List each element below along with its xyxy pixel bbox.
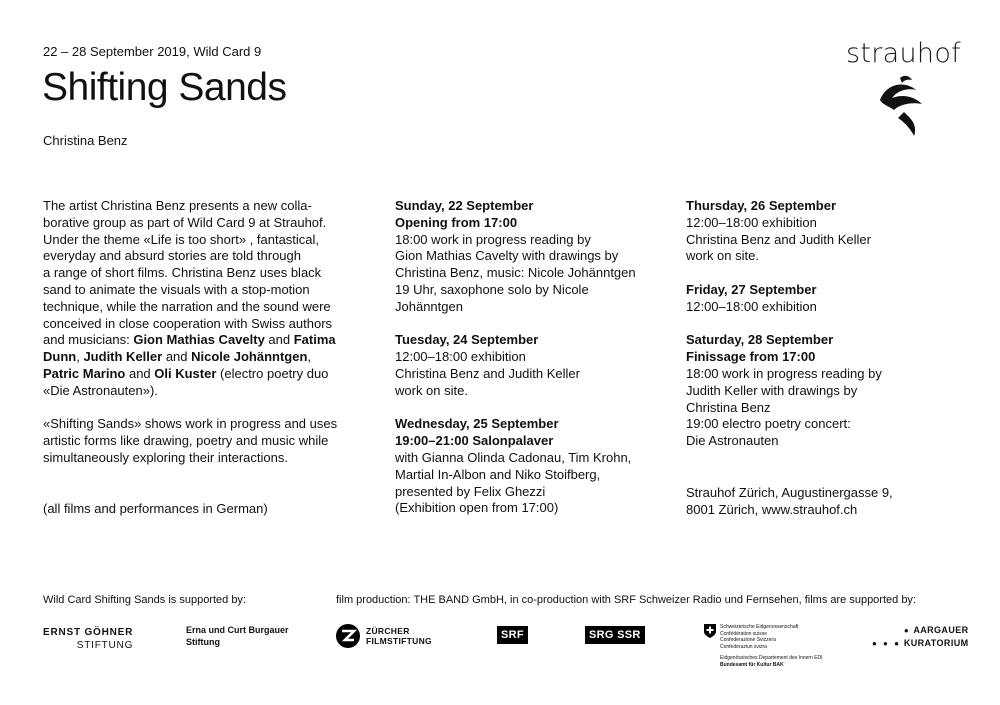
schedule-date: Thursday, 26 September [686,198,837,213]
schedule-line: Christina Benz and Judith Keller [395,365,580,381]
logo-text: Confederazione Svizzera [720,637,776,643]
intro-paragraph-2 [43,416,363,466]
schedule-highlight: Finissage from 17:00 [686,349,816,365]
intro-column [43,198,363,484]
intro-line: «Shifting Sands» shows work in progress and uses [43,416,338,432]
dots-icon: ● ● ● [872,639,901,648]
logo-text: AARGAUER [913,625,969,635]
schedule-line: 12:00–18:00 exhibition [686,298,817,314]
intro-line: sand to animate the visuals with a stop-motion [43,281,310,297]
intro-line: technique, while the narration and the sound were [43,298,331,314]
schedule-line: work on site. [395,382,468,398]
schedule-line: Christina Benz, music: Nicole Johänntgen [395,265,636,281]
musician-name: Patric Marino [43,365,126,381]
burgauer-stiftung-logo [186,624,289,648]
intro-line: a range of short films. Christina Benz uses black [43,265,322,281]
schedule-line: 18:00 work in progress reading by [686,365,882,381]
intro-line: conceived in close cooperation with Swiss authors [43,315,333,331]
address-line: 8001 Zürich, www.strauhof.ch [686,501,858,517]
address-line: Strauhof Zürich, Augustinergasse 9, [686,485,893,500]
schedule-line: Die Astronauten [686,433,779,449]
intro-text: «Die Astronauten»). [43,382,158,398]
logo-text: STIFTUNG [76,640,134,651]
intro-paragraph [43,198,363,400]
filmstiftung-icon [336,624,360,648]
bundesamt-fuer-kultur-logo [704,624,823,668]
schedule-highlight: Opening from 17:00 [395,214,518,230]
schedule-line: Christina Benz and Judith Keller [686,231,871,247]
schedule-day [686,198,946,265]
schedule-line: 19 Uhr, saxophone solo by Nicole [395,281,589,297]
schedule-day [395,198,665,316]
venue-address [686,485,893,519]
schedule-date: Saturday, 28 September [686,332,834,348]
schedule-column-2 [686,198,946,467]
logo-text: KURATORIUM [903,638,969,648]
logo-text: FILMSTIFTUNG [366,636,432,646]
schedule-line: work on site. [686,248,759,264]
author-name: Gion Mathias Cavelty [133,332,265,348]
intro-text: and [125,365,155,381]
schedule-line: 12:00–18:00 exhibition [395,349,526,365]
schedule-day [686,332,946,450]
schedule-line: 18:00 work in progress reading by [395,231,591,247]
intro-line: everyday and absurd stories are told through [43,248,301,264]
author-name: Fatima [293,332,336,348]
musician-name: Nicole Johänntgen [191,349,308,365]
schedule-line: 19:00 electro poetry concert: [686,416,851,432]
intro-line: simultaneously exploring their interactions. [43,449,288,465]
swiss-shield-icon [704,624,716,638]
srf-logo: SRF [497,626,528,644]
schedule-line: with Gianna Olinda Cadonau, Tim Krohn, [395,449,632,465]
intro-text: , [76,349,84,365]
schedule-column-1 [395,198,665,534]
intro-line: borative group as part of Wild Card 9 at Strauhof. [43,214,327,230]
dots-icon: ● [903,626,911,635]
ernst-goehner-stiftung-logo [43,626,133,652]
date-line: 22 – 28 September 2019, Wild Card 9 [43,44,262,59]
language-note: (all films and performances in German) [43,501,268,516]
strauhof-logo-icon [874,74,930,138]
logo-text: Eidgenössisches Departement des Innern EDI [720,655,823,661]
schedule-line: Martial In-Albon and Niko Stoifberg, [395,466,601,482]
schedule-line: presented by Felix Ghezzi [395,483,546,499]
musician-name: Oli Kuster [154,365,217,381]
schedule-date: Sunday, 22 September [395,198,534,213]
logo-text: Erna und Curt Burgauer [186,625,289,635]
intro-text: and [162,349,192,365]
author-name: Judith Keller [83,349,163,365]
logo-text: Confederaziun svizra [720,643,767,650]
srg-ssr-logo: SRG SSR [585,626,645,644]
logo-text: ERNST GÖHNER [43,627,134,638]
film-production-label: film production: THE BAND GmbH, in co-production with SRF Schweizer Radio und Fernsehen, films are supported by: [336,594,916,606]
intro-line: The artist Christina Benz presents a new colla- [43,198,312,213]
page-title: Shifting Sands [42,66,287,109]
artist-name: Christina Benz [43,133,128,148]
schedule-line: (Exhibition open from 17:00) [395,500,559,516]
aargauer-kuratorium-logo [872,624,969,650]
intro-text: , [307,349,312,365]
logo-text: Schweizerische Eidgenossenschaft [720,624,799,630]
schedule-line: Christina Benz [686,399,771,415]
intro-text: and musicians: [43,332,134,348]
schedule-day [395,416,665,517]
intro-text: and [264,332,294,348]
logo-text: ZÜRCHER [366,626,410,636]
schedule-date: Friday, 27 September [686,281,817,297]
schedule-line: Johänntgen [395,298,463,314]
logo-text: Bundesamt für Kultur BAK [720,661,784,668]
schedule-line: 12:00–18:00 exhibition [686,214,817,230]
logo-text: Stiftung [186,637,220,647]
schedule-line: Judith Keller with drawings by [686,382,858,398]
schedule-line: Gion Mathias Cavelty with drawings by [395,248,619,264]
support-label: Wild Card Shifting Sands is supported by: [43,594,246,606]
schedule-day [395,332,665,399]
logo-text: Confédération suisse [720,630,767,637]
schedule-date: Wednesday, 25 September [395,416,559,432]
intro-line: artistic forms like drawing, poetry and music while [43,433,329,449]
strauhof-wordmark: strauhof [846,38,961,69]
schedule-highlight: 19:00–21:00 Salonpalaver [395,433,554,449]
schedule-day [686,282,946,316]
zuercher-filmstiftung-logo [336,624,432,648]
intro-line: Under the theme «Life is too short» , fantastical, [43,231,320,247]
author-name: Dunn [43,349,77,365]
schedule-date: Tuesday, 24 September [395,332,539,348]
intro-text: (electro poetry duo [216,365,329,381]
